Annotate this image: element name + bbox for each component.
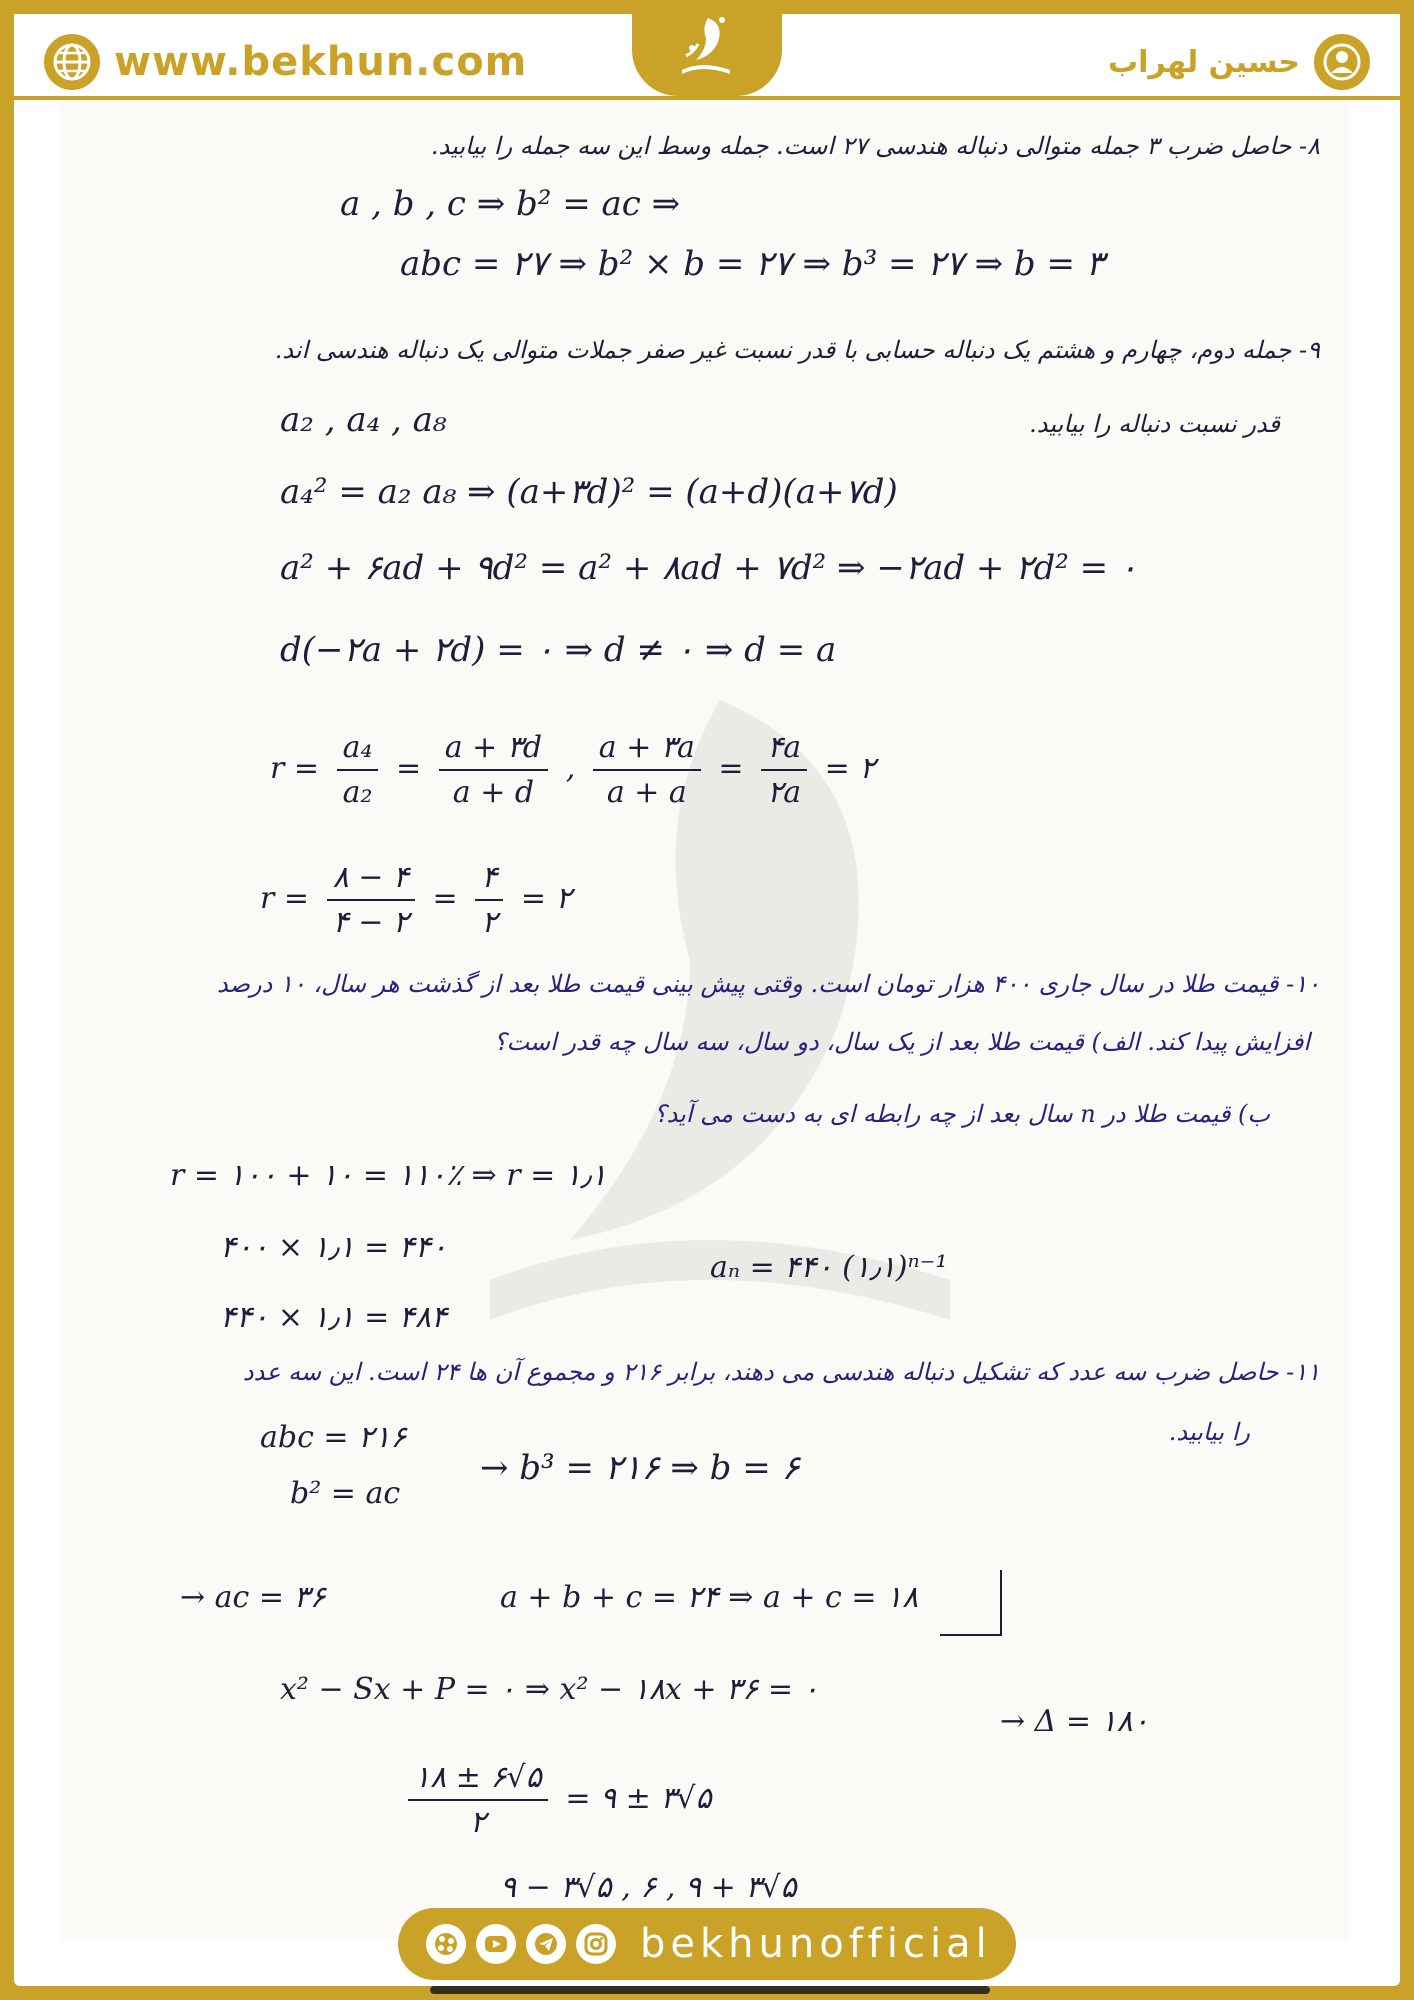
q10-question-b: افزایش پیدا کند. الف) قیمت طلا بعد از یک سال، دو سال، سه سال چه قدر است؟ (493, 1028, 1310, 1056)
author-badge (1108, 32, 1370, 92)
q9-ratio-row (270, 730, 875, 810)
site-link[interactable] (44, 32, 527, 92)
q9-eq-sign: = (396, 751, 422, 786)
q9-eq-sign-3: = (432, 881, 458, 916)
q9-eq-sign-2: = (718, 751, 744, 786)
bekhun-logo-icon (632, 0, 782, 96)
q9-frac2-den: a + d (452, 775, 535, 810)
q9-frac6-num: ۴ (475, 860, 503, 901)
q9-question: ۹- جمله دوم، چهارم و هشتم یک دنباله حسابی با قدر نسبت غیر صفر جملات متوالی یک دنباله هندسی اند. (274, 336, 1320, 364)
q9-r2-label: r = (260, 881, 310, 916)
q9-check-row (260, 860, 572, 940)
q10-line2: ۴۰۰ × ۱٫۱ = ۴۴۰ (220, 1230, 448, 1265)
q9-frac1-num: a₄ (337, 730, 379, 771)
social-handle[interactable]: bekhunofficial (640, 1921, 992, 1967)
q8-question: ۸- حاصل ضرب ۳ جمله متوالی دنباله هندسی ۲۷ است. جمله وسط این سه جمله را بیابید. (430, 132, 1320, 160)
q10-line3: ۴۴۰ × ۱٫۱ = ۴۸۴ (220, 1300, 448, 1335)
q9-frac3-num: a + ۳a (593, 730, 701, 771)
handwritten-sheet (60, 100, 1350, 1940)
user-avatar-icon (1314, 34, 1370, 90)
q11-frac-num: ۱۸ ± ۶√۵ (408, 1760, 548, 1801)
instagram-icon[interactable] (576, 1924, 616, 1964)
telegram-icon[interactable] (526, 1924, 566, 1964)
q10-formula: aₙ = ۴۴۰ (۱٫۱)ⁿ⁻¹ (710, 1250, 948, 1285)
q11-subquestion: را بیابید. (1168, 1418, 1250, 1446)
q9-r-label: r = (270, 751, 320, 786)
q11-bracket (940, 1570, 1002, 1636)
q11-frac-result: = ۹ ± ۳√۵ (565, 1781, 712, 1816)
q9-comma: , (565, 751, 576, 786)
q9-frac4-den: ۲a (767, 775, 802, 810)
q9-subquestion: قدر نسبت دنباله را بیابید. (1029, 410, 1280, 438)
youtube-icon[interactable] (476, 1924, 516, 1964)
q8-line2: abc = ۲۷ ⇒ b² × b = ۲۷ ⇒ b³ = ۲۷ ⇒ b = ۳ (400, 244, 1105, 284)
q11-fraction (408, 1760, 548, 1840)
q9-fraction-6 (475, 860, 503, 940)
q9-fraction-1 (337, 730, 379, 810)
q9-frac6-den: ۲ (481, 905, 498, 940)
q11-question: ۱۱- حاصل ضرب سه عدد که تشکیل دنباله هندسی می دهند، برابر ۲۱۶ و مجموع آن ها ۲۴ است. این سه عدد (242, 1358, 1320, 1386)
author-name: حسین لهراب (1108, 44, 1300, 80)
q11-line2: b² = ac (290, 1476, 401, 1511)
q11-solution-row (400, 1760, 712, 1840)
q9-frac2-num: a + ۳d (439, 730, 548, 771)
q9-line2: a₄² = a₂ a₈ ⇒ (a+۳d)² = (a+d)(a+۷d) (280, 472, 898, 512)
q9-line4: d(−۲a + ۲d) = ۰ ⇒ d ≠ ۰ ⇒ d = a (280, 630, 837, 670)
q9-frac4-num: ۴a (761, 730, 807, 771)
q9-fraction-4 (761, 730, 807, 810)
q11-frac-den: ۲ (469, 1805, 486, 1840)
aparat-icon[interactable] (426, 1924, 466, 1964)
social-footer (398, 1908, 1016, 1980)
q10-question-c: ب) قیمت طلا در n سال بعد از چه رابطه ای به دست می آید؟ (653, 1100, 1270, 1128)
q11-line1: abc = ۲۱۶ (260, 1420, 407, 1455)
q9-fraction-2 (439, 730, 548, 810)
q9-frac3-den: a + a (606, 775, 687, 810)
q11-line3b: a + b + c = ۲۴ ⇒ a + c = ۱۸ (500, 1580, 919, 1615)
q8-line1: a , b , c ⇒ b² = ac ⇒ (340, 184, 681, 224)
q9-fraction-3 (593, 730, 701, 810)
q11-line2b: → b³ = ۲۱۶ ⇒ b = ۶ (480, 1448, 800, 1488)
globe-icon (44, 34, 100, 90)
site-url[interactable]: www.bekhun.com (114, 39, 528, 85)
q9-ratio-result: = ۲ (824, 751, 876, 786)
q11-answer: ۹ − ۳√۵ , ۶ , ۹ + ۳√۵ (500, 1870, 797, 1905)
q10-question-a: ۱۰- قیمت طلا در سال جاری ۴۰۰ هزار تومان است. وقتی پیش بینی قیمت طلا بعد از گذشت هر سال، ۱۰ درصد (217, 970, 1320, 998)
q9-frac5-num: ۸ − ۴ (327, 860, 415, 901)
q9-line3: a² + ۶ad + ۹d² = a² + ۸ad + ۷d² ⇒ −۲ad + ۲d² = ۰ (280, 548, 1138, 588)
q9-frac5-den: ۴ − ۲ (332, 905, 409, 940)
q9-frac1-den: a₂ (342, 775, 373, 810)
q10-line1: r = ۱۰۰ + ۱۰ = ۱۱۰٪ ⇒ r = ۱٫۱ (170, 1158, 607, 1193)
q9-check-result: = ۲ (520, 881, 572, 916)
q11-line3: → ac = ۳۶ (180, 1580, 326, 1615)
q9-line1: a₂ , a₄ , a₈ (280, 400, 447, 440)
q9-fraction-5 (327, 860, 415, 940)
q11-line4: x² − Sx + P = ۰ ⇒ x² − ۱۸x + ۳۶ = ۰ (280, 1672, 819, 1707)
q11-delta: → Δ = ۱۸۰ (1000, 1704, 1149, 1739)
footer-shadow (430, 1986, 990, 1994)
